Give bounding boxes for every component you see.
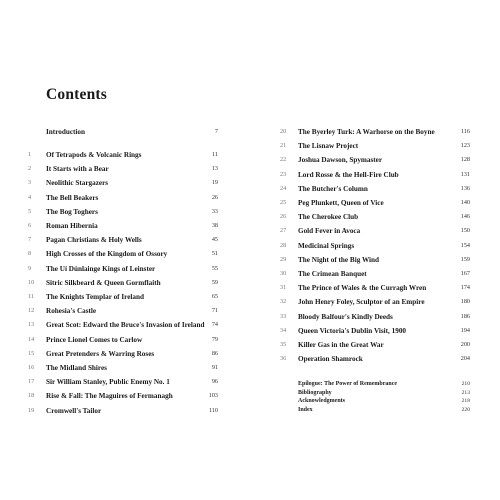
chapter-number: 7 <box>28 236 32 244</box>
toc-entry <box>280 406 470 414</box>
chapter-title: Killer Gas in the Great War <box>298 341 384 349</box>
page-number: 213 <box>461 389 470 396</box>
chapter-title: High Crosses of the Kingdom of Ossory <box>46 250 168 259</box>
page-number: 103 <box>208 392 218 400</box>
toc-entry <box>28 234 218 246</box>
toc-entry <box>28 291 218 303</box>
toc-entry <box>280 339 470 351</box>
page-number: 86 <box>211 349 218 357</box>
toc-entry <box>28 163 218 175</box>
page-number: 220 <box>461 406 470 413</box>
page-number: 154 <box>460 241 470 249</box>
chapter-number: 9 <box>28 264 32 272</box>
chapter-title: Sir William Stanley, Public Enemy No. 1 <box>46 378 170 387</box>
toc-entry <box>28 376 218 388</box>
chapter-title: Epilogue: The Power of Remembrance <box>298 381 398 387</box>
page-number: 19 <box>211 179 218 187</box>
chapter-title: The Bog Toghers <box>46 207 98 216</box>
toc-entry <box>280 183 470 195</box>
page-number: 180 <box>460 298 470 306</box>
chapter-title: Pagan Christians & Holy Wells <box>46 236 142 245</box>
toc-entry <box>28 277 218 289</box>
page-number: 200 <box>460 341 470 348</box>
chapter-title: The Midland Shires <box>46 364 107 372</box>
chapter-number: 20 <box>280 128 287 135</box>
toc-entry <box>28 334 218 346</box>
chapter-title: The Cherokee Club <box>298 213 359 222</box>
toc-entry <box>28 177 218 189</box>
toc-entry <box>28 348 218 360</box>
chapter-title: Operation Shamrock <box>298 355 363 364</box>
toc-entry <box>280 353 470 365</box>
page-number: 204 <box>460 355 470 363</box>
chapter-title: Neolithic Stargazers <box>46 179 109 188</box>
chapter-title: Lord Rosse & the Hell-Fire Club <box>298 170 399 179</box>
chapter-title: Cromwell's Tailor <box>46 406 102 415</box>
page-number: 194 <box>460 326 470 334</box>
page-number: 65 <box>211 293 218 300</box>
chapter-number: 3 <box>28 179 32 187</box>
page-number: 96 <box>211 378 218 386</box>
chapter-title: The Crimean Banquet <box>298 270 367 278</box>
chapter-title: Queen Victoria's Dublin Visit, 1900 <box>298 326 407 335</box>
page-number: 131 <box>460 170 470 178</box>
chapter-title: Introduction <box>46 128 86 136</box>
chapter-number: 18 <box>28 392 35 400</box>
chapter-number: 4 <box>28 193 32 201</box>
page-number: 128 <box>460 156 470 164</box>
toc-entry <box>280 197 470 209</box>
chapter-number: 2 <box>28 165 32 173</box>
chapter-title: The Night of the Big Wind <box>298 255 380 264</box>
page-number: 140 <box>460 199 470 206</box>
toc-entry <box>280 254 470 266</box>
chapter-number: 31 <box>280 284 287 292</box>
chapter-title: The Butcher's Column <box>298 184 368 193</box>
toc-entry <box>280 126 470 138</box>
chapter-title: The Bell Beakers <box>46 193 99 202</box>
chapter-number: 1 <box>28 151 32 158</box>
page-number: 38 <box>211 222 218 229</box>
toc-entry <box>28 362 218 374</box>
chapter-title: Joshua Dawson, Spymaster <box>298 156 383 165</box>
chapter-number: 29 <box>280 255 287 263</box>
page-number: 7 <box>214 128 218 135</box>
chapter-number: 25 <box>280 199 287 206</box>
toc-entry <box>280 211 470 223</box>
chapter-number: 8 <box>28 250 32 258</box>
page-number: 136 <box>460 184 470 192</box>
chapter-title: Bibliography <box>298 389 332 396</box>
page-number: 218 <box>461 398 470 404</box>
toc-entry <box>280 225 470 237</box>
page-number: 13 <box>211 165 218 173</box>
page-number: 55 <box>211 264 218 272</box>
chapter-title: Rohesia's Castle <box>46 307 97 316</box>
chapter-title: It Starts with a Bear <box>46 165 109 174</box>
toc-entry <box>28 305 218 317</box>
chapter-title: The Knights Templar of Ireland <box>46 293 144 301</box>
page-number: 146 <box>460 213 470 221</box>
chapter-number: 35 <box>280 341 287 348</box>
toc-entry <box>28 192 218 204</box>
toc-entry <box>28 149 218 161</box>
toc-entry <box>280 311 470 323</box>
chapter-title: Acknowledgments <box>298 398 346 404</box>
toc-entry <box>28 126 218 138</box>
chapter-number: 14 <box>28 335 35 343</box>
page-number: 91 <box>211 364 218 371</box>
toc-entry <box>28 220 218 232</box>
chapter-title: The Prince of Wales & the Curragh Wren <box>298 284 427 293</box>
chapter-number: 33 <box>280 312 287 320</box>
chapter-number: 28 <box>280 241 287 249</box>
toc-entry <box>280 389 470 397</box>
chapter-title: Sitric Silkbeard & Queen Gormflaith <box>46 278 161 287</box>
chapter-title: Prince Lionel Comes to Carlow <box>46 335 143 344</box>
chapter-title: Rise & Fall: The Maguires of Fermanagh <box>46 392 173 401</box>
page-number: 71 <box>211 307 218 315</box>
page-number: 11 <box>212 151 218 158</box>
toc-entry <box>280 325 470 337</box>
chapter-title: The Lisnaw Project <box>298 142 359 151</box>
chapter-number: 11 <box>28 293 34 300</box>
chapter-title: Index <box>298 406 313 413</box>
chapter-title: Great Pretenders & Warring Roses <box>46 349 155 358</box>
chapter-number: 26 <box>280 213 287 221</box>
chapter-number: 10 <box>28 278 35 286</box>
toc-entry <box>280 154 470 166</box>
page-number: 159 <box>460 255 470 263</box>
page-number: 174 <box>460 284 470 292</box>
chapter-title: Bloody Balfour's Kindly Deeds <box>298 312 393 321</box>
chapter-title: The Byerley Turk: A Warhorse on the Boyne <box>298 128 435 136</box>
chapter-number: 15 <box>28 349 35 357</box>
page-number: 79 <box>211 335 218 343</box>
toc-entry <box>28 263 218 275</box>
page-number: 116 <box>460 128 470 135</box>
page-number: 74 <box>211 321 218 329</box>
page-number: 123 <box>460 142 470 150</box>
chapter-number: 13 <box>28 321 35 329</box>
chapter-number: 34 <box>280 326 287 334</box>
toc-entry <box>280 140 470 152</box>
chapter-title: Peg Plunkett, Queen of Vice <box>298 199 384 207</box>
page-number: 33 <box>211 207 218 215</box>
toc-entry <box>280 268 470 280</box>
chapter-number: 36 <box>280 355 287 363</box>
page-number: 26 <box>211 193 218 201</box>
chapter-title: Of Tetrapods & Volcanic Rings <box>46 151 142 159</box>
chapter-number: 22 <box>280 156 287 164</box>
page-number: 186 <box>460 312 470 320</box>
toc-entry <box>280 380 470 388</box>
toc-entry <box>280 240 470 252</box>
chapter-number: 30 <box>280 270 287 277</box>
toc-entry <box>280 397 470 405</box>
toc-entry <box>280 296 470 308</box>
chapter-number: 23 <box>280 170 287 178</box>
toc-entry <box>28 390 218 402</box>
chapter-number: 17 <box>28 378 35 386</box>
page-number: 51 <box>211 250 218 258</box>
toc-entry <box>28 405 218 417</box>
chapter-number: 6 <box>28 222 32 229</box>
chapter-title: Great Scot: Edward the Bruce's Invasion of Ireland <box>46 321 205 330</box>
chapter-number: 32 <box>280 298 287 306</box>
page-number: 150 <box>460 227 470 235</box>
page-number: 59 <box>211 278 218 286</box>
chapter-title: Gold Fever in Avoca <box>298 227 361 236</box>
toc-entry <box>28 206 218 218</box>
chapter-number: 16 <box>28 364 35 371</box>
page-title: Contents <box>46 86 108 103</box>
page-number: 210 <box>461 381 470 387</box>
chapter-number: 5 <box>28 207 32 215</box>
toc-entry <box>28 248 218 260</box>
chapter-number: 24 <box>280 184 287 192</box>
chapter-title: Medicinal Springs <box>298 241 355 250</box>
chapter-number: 19 <box>28 406 35 414</box>
chapter-number: 27 <box>280 227 287 235</box>
chapter-number: 12 <box>28 307 35 315</box>
toc-entry <box>280 169 470 181</box>
toc-entry <box>280 282 470 294</box>
chapter-number: 21 <box>280 142 287 150</box>
page-number: 110 <box>208 406 218 414</box>
page-number: 167 <box>460 270 470 277</box>
chapter-title: The Uí Dúnlainge Kings of Leinster <box>46 264 156 273</box>
page-number: 45 <box>211 236 218 244</box>
chapter-title: John Henry Foley, Sculptor of an Empire <box>298 298 425 307</box>
toc-entry <box>28 319 218 331</box>
chapter-title: Roman Hibernia <box>46 222 98 230</box>
